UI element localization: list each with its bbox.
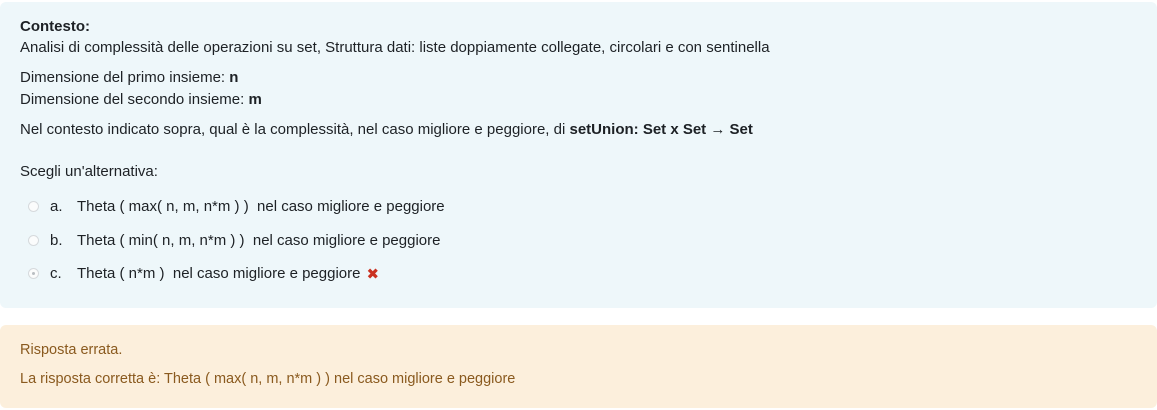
answer-option-b[interactable]: [20, 224, 1137, 258]
answer-option-a[interactable]: [20, 190, 1137, 224]
question-panel: [0, 2, 1157, 308]
answer-letter: c.: [50, 265, 62, 283]
dimensions: [20, 67, 1137, 111]
answer-radio-c[interactable]: [28, 268, 39, 279]
feedback-correct-answer: La risposta corretta è: Theta ( max( n, m, n*m ) ) nel caso migliore e peggiore: [20, 371, 516, 387]
answer-label[interactable]: Theta ( max( n, m, n*m ) ) nel caso migliore e peggiore: [77, 198, 445, 216]
incorrect-icon: ✖: [366, 265, 380, 283]
answer-radio-a[interactable]: [28, 201, 39, 212]
question-text-plain: Nel contesto indicato sopra, qual è la complessità, nel caso migliore e peggiore, di: [20, 121, 570, 138]
dimension-first-set: [20, 67, 1137, 89]
dimension-value: m: [248, 91, 262, 108]
answer-label[interactable]: Theta ( n*m ) nel caso migliore e peggiore: [77, 265, 361, 283]
dimension-label: Dimensione del primo insieme:: [20, 69, 230, 86]
question-text-bold: setUnion: Set x Set → Set: [569, 121, 753, 138]
feedback-result: Risposta errata.: [20, 342, 123, 358]
dimension-second-set: [20, 89, 1137, 111]
answer-list: [20, 190, 1137, 291]
answer-letter: b.: [50, 231, 63, 249]
question-text: [20, 119, 1137, 141]
answer-letter: a.: [50, 198, 63, 216]
dimension-label: Dimensione del secondo insieme:: [20, 91, 249, 108]
dimension-value: n: [229, 69, 239, 86]
context-text: Analisi di complessità delle operazioni su set, Struttura dati: liste doppiamente collegate, circolari e con sentinella: [20, 39, 770, 56]
answer-radio-b[interactable]: [28, 235, 39, 246]
answer-prompt: Scegli un'alternativa:: [20, 163, 158, 180]
feedback-panel: [0, 325, 1157, 408]
context-title: Contesto:: [20, 18, 90, 35]
answer-label[interactable]: Theta ( min( n, m, n*m ) ) nel caso migliore e peggiore: [77, 231, 441, 249]
answer-option-c[interactable]: [20, 257, 1137, 291]
